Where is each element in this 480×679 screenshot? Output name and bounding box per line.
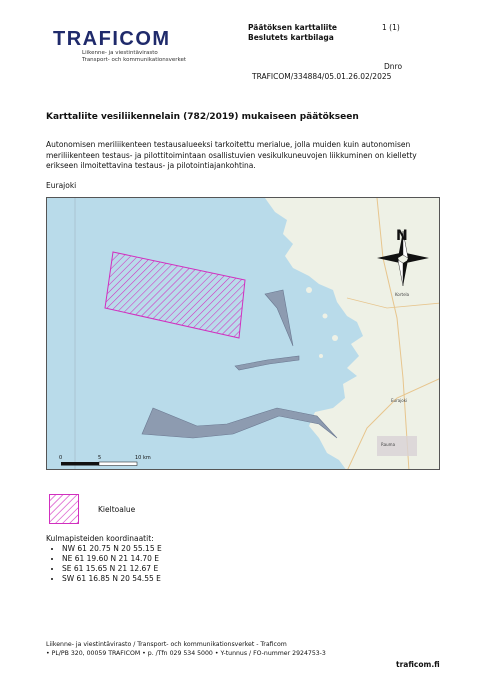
list-item: • SE 61 15.65 N 21 12.67 E	[62, 564, 162, 574]
footer-contact: • PL/PB 320, 00059 TRAFICOM • p. /Tfn 029 534 5000 • Y-tunnus / FO-nummer 2924753-3	[46, 650, 326, 657]
dnro-label: Dnro	[384, 62, 403, 71]
description-paragraph: Autonomisen meriliikenteen testausalueeksi tarkoitettu merialue, jolla muiden kuin autonomisen meriliikenteen testaus- ja pilottitoimintaan osallistuvien vesikulkuneuvojen liikkuminen on kielletty erikseen ilmoitettavina testaus- ja pilotointiajankohtina.	[46, 140, 417, 170]
logo-subtitle-sv: Transport- och kommunikationsverket	[82, 57, 187, 63]
dnro-number: TRAFICOM/334884/05.01.26.02/2025	[252, 72, 392, 81]
list-item: • SW 61 16.85 N 20 54.55 E	[62, 574, 162, 584]
traficom-logo: TRAFICOM	[53, 28, 171, 50]
list-item: • NW 61 20.75 N 20 55.15 E	[62, 544, 162, 554]
coordinates-list	[46, 544, 162, 584]
page-number: 1 (1)	[382, 23, 400, 32]
coordinates-title: Kulmapisteiden koordinaatit:	[46, 534, 154, 543]
scale-label-0: 0	[59, 455, 63, 461]
map-label-eurajoki: Eurajoki	[391, 398, 408, 403]
doc-type-fi: Päätöksen karttaliite	[248, 23, 338, 32]
map-frame	[46, 197, 440, 470]
legend-label: Kieltoalue	[98, 505, 136, 514]
doc-type-sv: Beslutets kartbilaga	[248, 33, 334, 42]
map-label-rauma: Rauma	[381, 442, 396, 447]
map-image	[47, 198, 440, 470]
list-item: • NE 61 19.60 N 21 14.70 E	[62, 554, 162, 564]
legend-swatch	[49, 494, 79, 524]
scale-label-10km: 10 km	[135, 455, 151, 461]
footer-agency: Liikenne- ja viestintävirasto / Transport- och kommunikationsverket - Traficom	[46, 641, 287, 648]
page-title: Karttaliite vesiliikennelain (782/2019) mukaiseen päätökseen	[46, 112, 359, 122]
place-name: Eurajoki	[46, 181, 77, 190]
logo-subtitle-fi: Liikenne- ja viestintävirasto	[82, 50, 158, 56]
map-label-kortela: Kortela	[395, 292, 410, 297]
footer-url-link[interactable]: traficom.fi	[396, 660, 440, 669]
north-label: N	[396, 228, 408, 244]
scale-label-5: 5	[98, 455, 102, 461]
